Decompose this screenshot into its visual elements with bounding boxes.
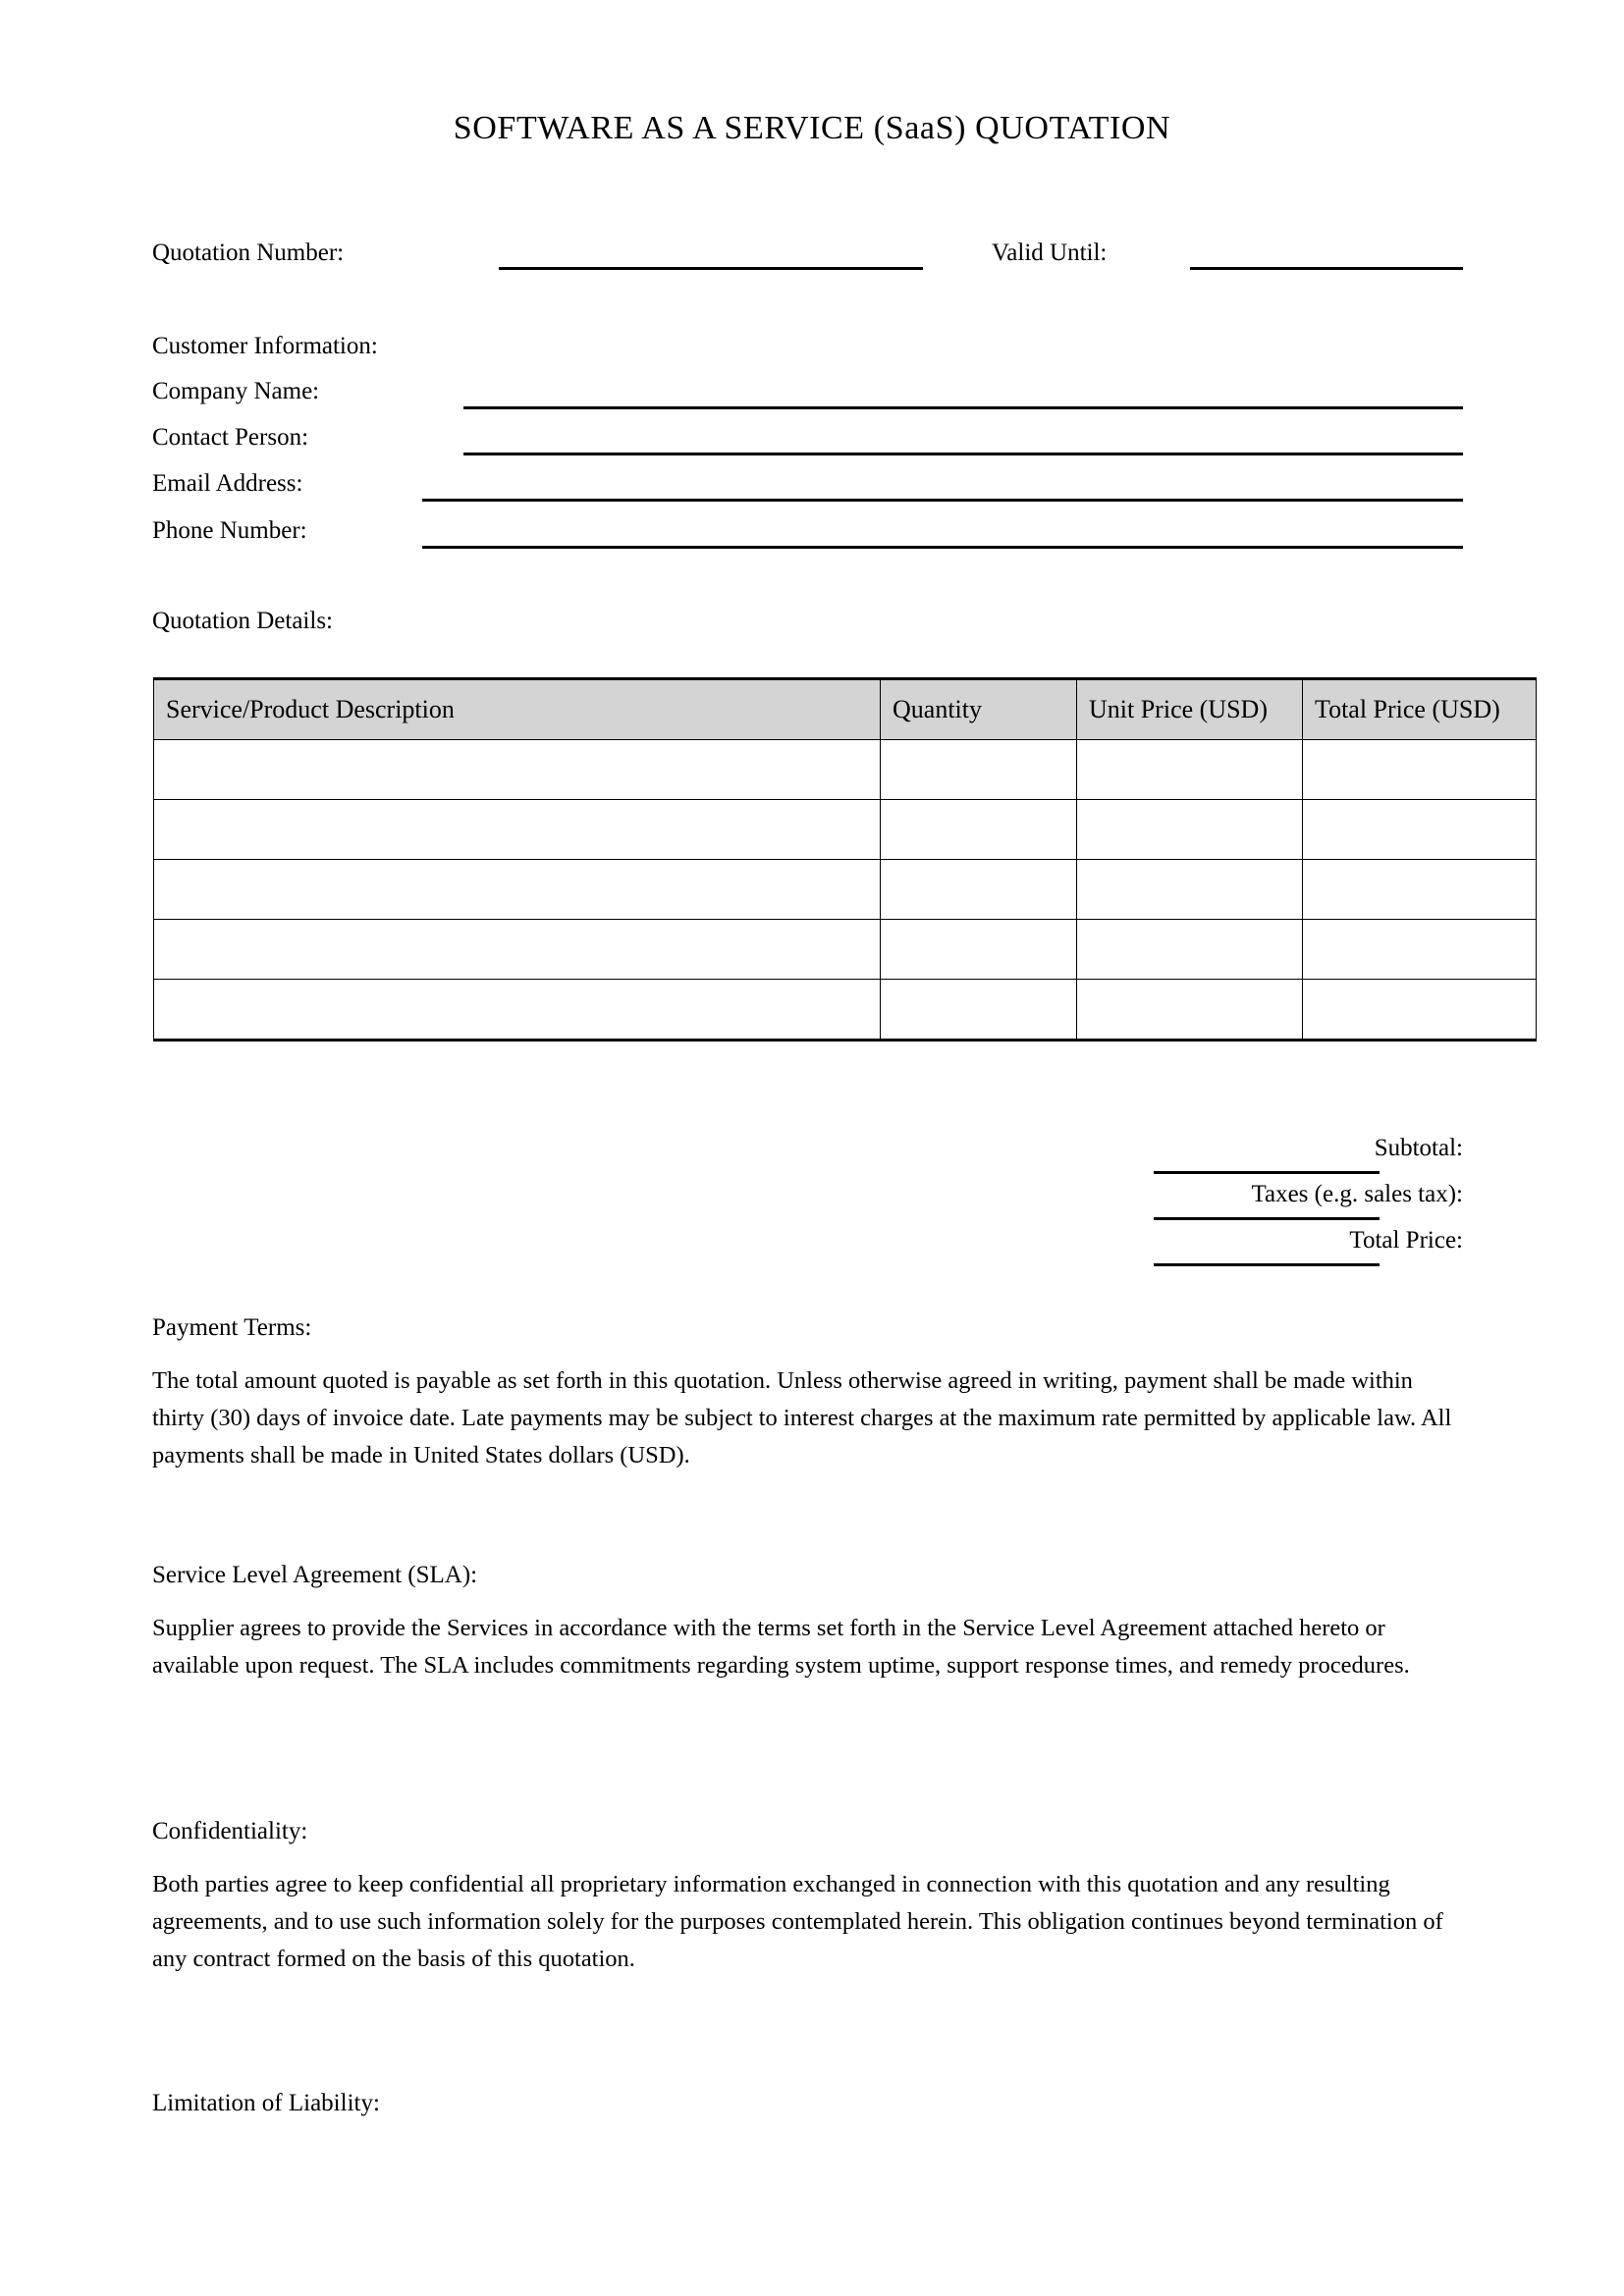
cell-quantity[interactable] [881, 860, 1077, 920]
column-header-unit-price-label: Unit Price (USD) [1089, 695, 1268, 723]
cell-description[interactable] [154, 860, 881, 920]
sla-body: Supplier agrees to provide the Services in accordance with the terms set forth in the Service Level Agreement attached hereto or available upon request. The SLA includes commitments regarding system uptime, support response times, and remedy procedures. [152, 1615, 1410, 1679]
total-price-label: Total Price: [1349, 1227, 1463, 1254]
quotation-number-input[interactable] [499, 267, 923, 270]
column-header-description-label: Service/Product Description [166, 695, 455, 723]
cell-quantity[interactable] [881, 980, 1077, 1041]
cell-unit-price[interactable] [1077, 800, 1303, 860]
taxes-input[interactable] [1154, 1217, 1380, 1220]
confidentiality-heading: Confidentiality: [152, 1818, 308, 1844]
payment-terms-heading: Payment Terms: [152, 1314, 312, 1341]
column-header-total-price-label: Total Price (USD) [1315, 695, 1500, 723]
sla-heading: Service Level Agreement (SLA): [152, 1562, 478, 1588]
company-name-input[interactable] [463, 406, 1463, 409]
quotation-details-table [153, 677, 1537, 1041]
cell-quantity[interactable] [881, 920, 1077, 980]
table-header-row [154, 679, 1537, 740]
cell-total-price[interactable] [1303, 740, 1537, 800]
column-header-description [154, 679, 881, 740]
cell-quantity[interactable] [881, 740, 1077, 800]
table-row [154, 860, 1537, 920]
contact-person-label: Contact Person: [152, 424, 309, 451]
page-title: SOFTWARE AS A SERVICE (SaaS) QUOTATION [453, 110, 1171, 146]
cell-unit-price[interactable] [1077, 920, 1303, 980]
cell-unit-price[interactable] [1077, 980, 1303, 1041]
payment-terms-body: The total amount quoted is payable as set forth in this quotation. Unless otherwise agreed in writing, payment shall be made within thirty (30) days of invoice date. Late payments may be subject to interest charges at the maximum rate permitted by applicable law. All payments shall be made in United States dollars (USD). [152, 1367, 1452, 1468]
cell-total-price[interactable] [1303, 860, 1537, 920]
limitation-of-liability-heading: Limitation of Liability: [152, 2090, 380, 2116]
taxes-label: Taxes (e.g. sales tax): [1251, 1181, 1463, 1207]
valid-until-input[interactable] [1190, 267, 1463, 270]
cell-quantity[interactable] [881, 800, 1077, 860]
table-row [154, 800, 1537, 860]
total-price-input[interactable] [1154, 1263, 1380, 1266]
cell-total-price[interactable] [1303, 980, 1537, 1041]
cell-total-price[interactable] [1303, 920, 1537, 980]
quotation-number-label: Quotation Number: [152, 240, 345, 266]
contact-person-input[interactable] [463, 453, 1463, 455]
cell-description[interactable] [154, 920, 881, 980]
customer-information-heading: Customer Information: [152, 333, 378, 359]
confidentiality-body: Both parties agree to keep confidential all proprietary information exchanged in connection with this quotation and any resulting agreements, and to use such information solely for the purposes contemplated herein. This obligation continues beyond termination of any contract formed on the basis of this quotation. [152, 1871, 1443, 1972]
cell-unit-price[interactable] [1077, 740, 1303, 800]
table-row [154, 920, 1537, 980]
column-header-total-price [1303, 679, 1537, 740]
column-header-quantity-label: Quantity [893, 695, 982, 723]
email-address-label: Email Address: [152, 470, 303, 497]
cell-description[interactable] [154, 800, 881, 860]
cell-unit-price[interactable] [1077, 860, 1303, 920]
cell-description[interactable] [154, 980, 881, 1041]
table-row [154, 980, 1537, 1041]
cell-total-price[interactable] [1303, 800, 1537, 860]
company-name-label: Company Name: [152, 378, 320, 404]
subtotal-label: Subtotal: [1374, 1135, 1463, 1161]
column-header-unit-price [1077, 679, 1303, 740]
phone-number-input[interactable] [422, 546, 1463, 549]
email-address-input[interactable] [422, 499, 1463, 502]
valid-until-label: Valid Until: [992, 240, 1108, 266]
cell-description[interactable] [154, 740, 881, 800]
table-row [154, 740, 1537, 800]
subtotal-input[interactable] [1154, 1171, 1380, 1174]
quotation-details-heading: Quotation Details: [152, 608, 333, 634]
phone-number-label: Phone Number: [152, 517, 307, 544]
column-header-quantity [881, 679, 1077, 740]
